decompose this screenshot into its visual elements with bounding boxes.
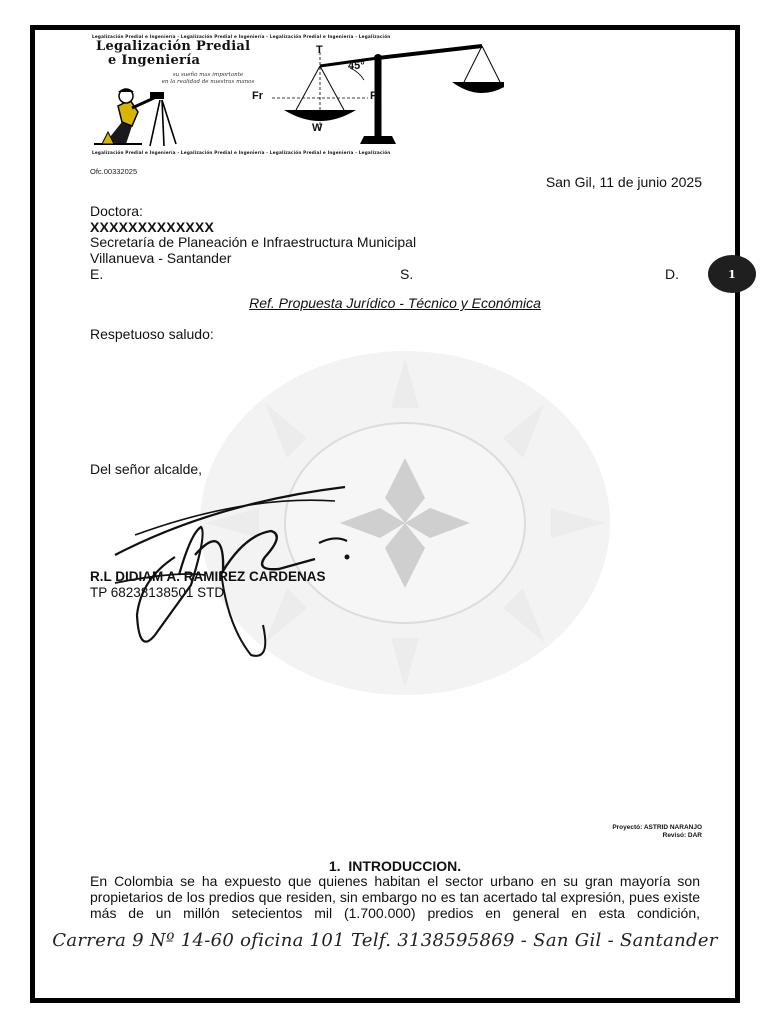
diagram-label-fr: Fr: [252, 90, 263, 102]
recipient-name: XXXXXXXXXXXXX: [90, 218, 214, 235]
letterhead-logo: [92, 34, 504, 158]
tagline-line2: en la realidad de nuestras manos: [161, 79, 255, 85]
diagram-label-angle: 45°: [348, 60, 365, 72]
date-line: San Gil, 11 de junio 2025: [545, 174, 702, 190]
signer-name: R.L DIDIAM A. RAMIREZ CARDENAS: [90, 569, 326, 584]
recipient-block: [90, 204, 416, 266]
letterhead-bottom-strip: Legalización Predial e Ingeniería - Legalización Predial e Ingeniería - Legalización Predial e Ingeniería - Legalización: [92, 150, 391, 155]
recipient-office: Secretaría de Planeación e Infraestructura Municipal: [90, 234, 417, 250]
section-body: En Colombia se ha expuesto que quienes habitan el sector urbano en su gran mayoría son propietarios de los predios que residen, sin embargo no es tan acertado tal expresión, pues existe más de un millón setecientos mil (1.700.000) predios en general en esta condición,: [90, 873, 700, 921]
greeting: Respetuoso saludo:: [90, 326, 214, 342]
closing-line: Del señor alcalde,: [90, 461, 203, 477]
signer-tp: TP 68238138501 STD: [90, 585, 225, 600]
esd-d: D.: [665, 266, 679, 282]
document-page: [30, 25, 740, 1003]
recipient-salutation: Doctora:: [90, 203, 143, 219]
esd-line: [90, 266, 680, 282]
recipient-location: Villanueva - Santander: [90, 249, 232, 266]
document-credits: [612, 824, 702, 840]
footer-address: Carrera 9 Nº 14-60 oficina 101 Telf. 3138595869 - San Gil - Santander: [52, 930, 718, 951]
letterhead-title-line2: e Ingeniería: [108, 53, 201, 68]
diagram-label-t: T: [316, 44, 323, 56]
diagram-label-w: W: [312, 122, 323, 134]
diagram-label-f: F: [370, 90, 377, 102]
tagline-line1: su sueño mas importante: [172, 72, 244, 78]
esd-e: E.: [90, 266, 104, 282]
handwritten-signature: [95, 475, 385, 665]
credits-reviewed: Revisó: DAR: [662, 832, 702, 839]
page-number-badge: 1: [708, 255, 756, 293]
credits-prepared: Proyectó: ASTRID NARANJO: [612, 824, 702, 831]
reference-line: Ref. Propuesta Jurídico - Técnico y Económica: [249, 295, 541, 311]
section-heading: 1. INTRODUCCION.: [328, 858, 462, 874]
surveyor-icon: [92, 82, 192, 148]
letterhead-title-line1: Legalización Predial: [96, 39, 251, 54]
office-code: Ofc.00332025: [90, 167, 138, 176]
esd-s: S.: [400, 266, 414, 282]
balance-scale-icon: [272, 40, 504, 150]
letterhead-top-strip: Legalización Predial e Ingeniería - Legalización Predial e Ingeniería - Legalización Predial e Ingeniería - Legalización: [92, 34, 391, 39]
